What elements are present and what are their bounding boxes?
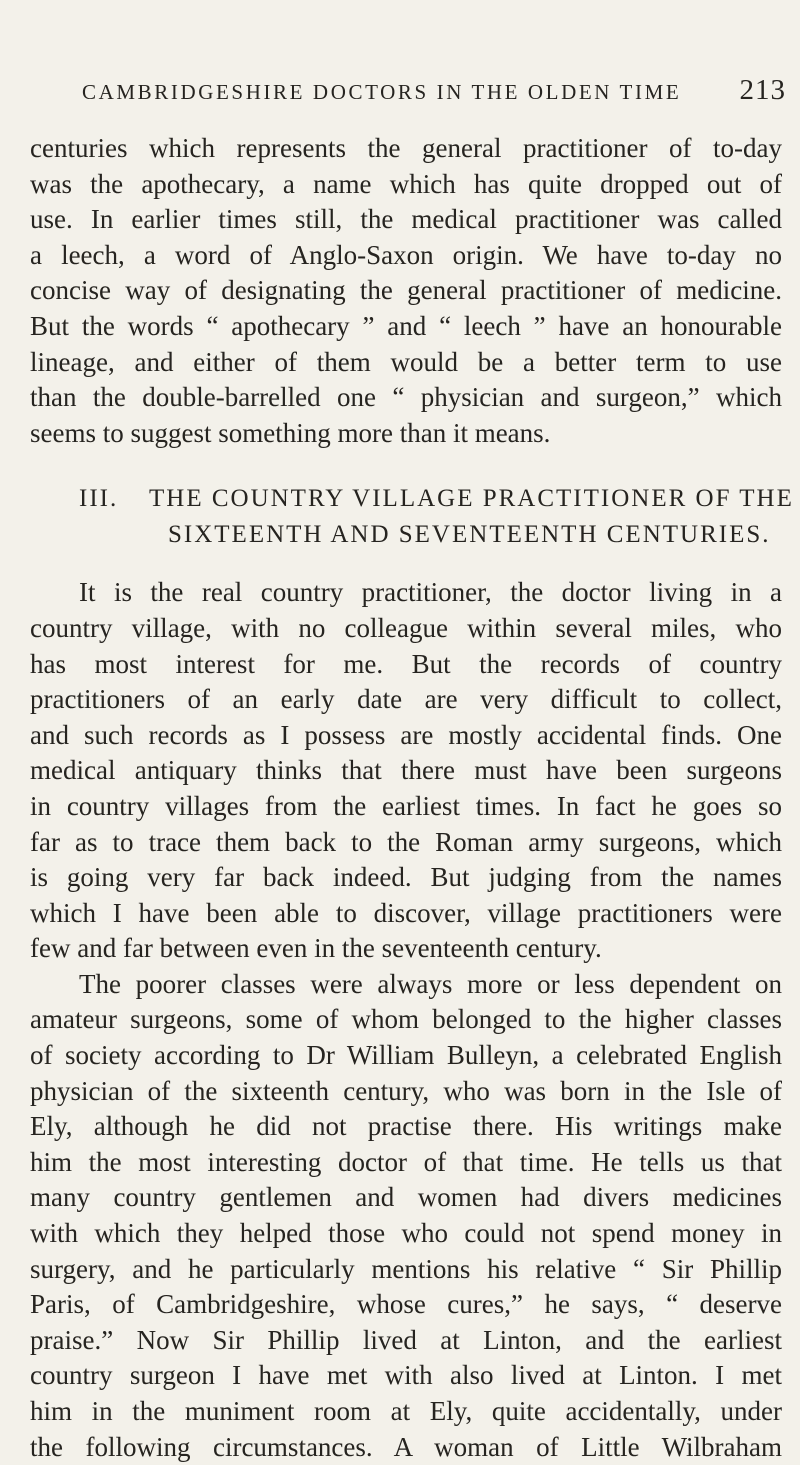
page-header <box>82 74 786 110</box>
text-line: The poorer classes were always more or less dependent on <box>79 968 782 999</box>
text-line: It is the real country practitioner, the doctor living in a <box>79 577 782 608</box>
text-line: him in the muniment room at Ely, quite accidentally, under <box>30 1396 782 1426</box>
spacer <box>30 451 782 481</box>
text-line: Ely, although he did not practise there. His writings make <box>30 1111 782 1142</box>
text-line: lineage, and either of them would be a better term to use <box>30 346 782 377</box>
section-number: III. <box>79 485 119 513</box>
text-line: many country gentlemen and women had divers medicines <box>30 1182 782 1213</box>
text-line: But the words “ apothecary ” and “ leech ” have an honourable <box>30 310 782 341</box>
page-number: 213 <box>739 74 786 106</box>
text-line: amateur surgeons, some of whom belonged to the higher classes <box>30 1004 782 1035</box>
text-line: physician of the sixteenth century, who was born in the Isle of <box>30 1075 782 1106</box>
text-line: medical antiquary thinks that there must have been surgeons <box>30 755 782 786</box>
text-line: centuries which represents the general practitioner of to-day <box>30 133 782 163</box>
text-line: was the apothecary, a name which has quite dropped out of <box>30 168 782 199</box>
text-line: country surgeon I have met with also lived at Linton. I met <box>30 1360 782 1391</box>
paragraph-1 <box>30 131 782 451</box>
paragraph-3 <box>30 967 782 1465</box>
section-heading <box>30 481 794 517</box>
text-line: practitioners of an early date are very difficult to collect, <box>30 684 782 715</box>
text-line: in country villages from the earliest times. In fact he goes so <box>30 790 782 821</box>
text-line: and such records as I possess are mostly accidental finds. One <box>30 719 782 750</box>
text-line: use. In earlier times still, the medical practitioner was called <box>30 204 782 235</box>
text-line: him the most interesting doctor of that time. He tells us that <box>30 1146 782 1177</box>
text-line: Paris, of Cambridgeshire, whose cures,” he says, “ deserve <box>30 1289 782 1320</box>
text-line: of society according to Dr William Bulleyn, a celebrated English <box>30 1040 782 1071</box>
text-line: country village, with no colleague within several miles, who <box>30 612 782 643</box>
text-line: a leech, a word of Anglo-Saxon origin. We have to-day no <box>30 239 782 270</box>
text-line: surgery, and he particularly mentions his relative “ Sir Phillip <box>30 1253 782 1284</box>
text-line: the following circumstances. A woman of Little Wilbraham <box>30 1431 782 1462</box>
text-line: seems to suggest something more than it means. <box>30 417 551 448</box>
text-line: has most interest for me. But the records of country <box>30 648 782 679</box>
text-line: which I have been able to discover, village practitioners were <box>30 897 782 928</box>
running-title: CAMBRIDGESHIRE DOCTORS IN THE OLDEN TIME <box>82 80 682 104</box>
text-line: few and far between even in the seventeenth century. <box>30 933 602 964</box>
text-line: with which they helped those who could not spend money in <box>30 1218 782 1249</box>
text-line: praise.” Now Sir Phillip lived at Linton, and the earliest <box>30 1324 782 1355</box>
text-line: is going very far back indeed. But judging from the names <box>30 862 782 893</box>
body-text <box>30 131 794 1465</box>
paragraph-2 <box>30 575 782 967</box>
section-title-line-1: THE COUNTRY VILLAGE PRACTITIONER OF THE <box>149 485 794 513</box>
text-line: than the double-barrelled one “ physician and surgeon,” which <box>30 382 782 413</box>
section-title-line-2: SIXTEENTH AND SEVENTEENTH CENTURIES. <box>168 521 771 549</box>
text-line: far as to trace them back to the Roman army surgeons, which <box>30 826 782 857</box>
text-line: concise way of designating the general practitioner of medicine. <box>30 275 782 306</box>
